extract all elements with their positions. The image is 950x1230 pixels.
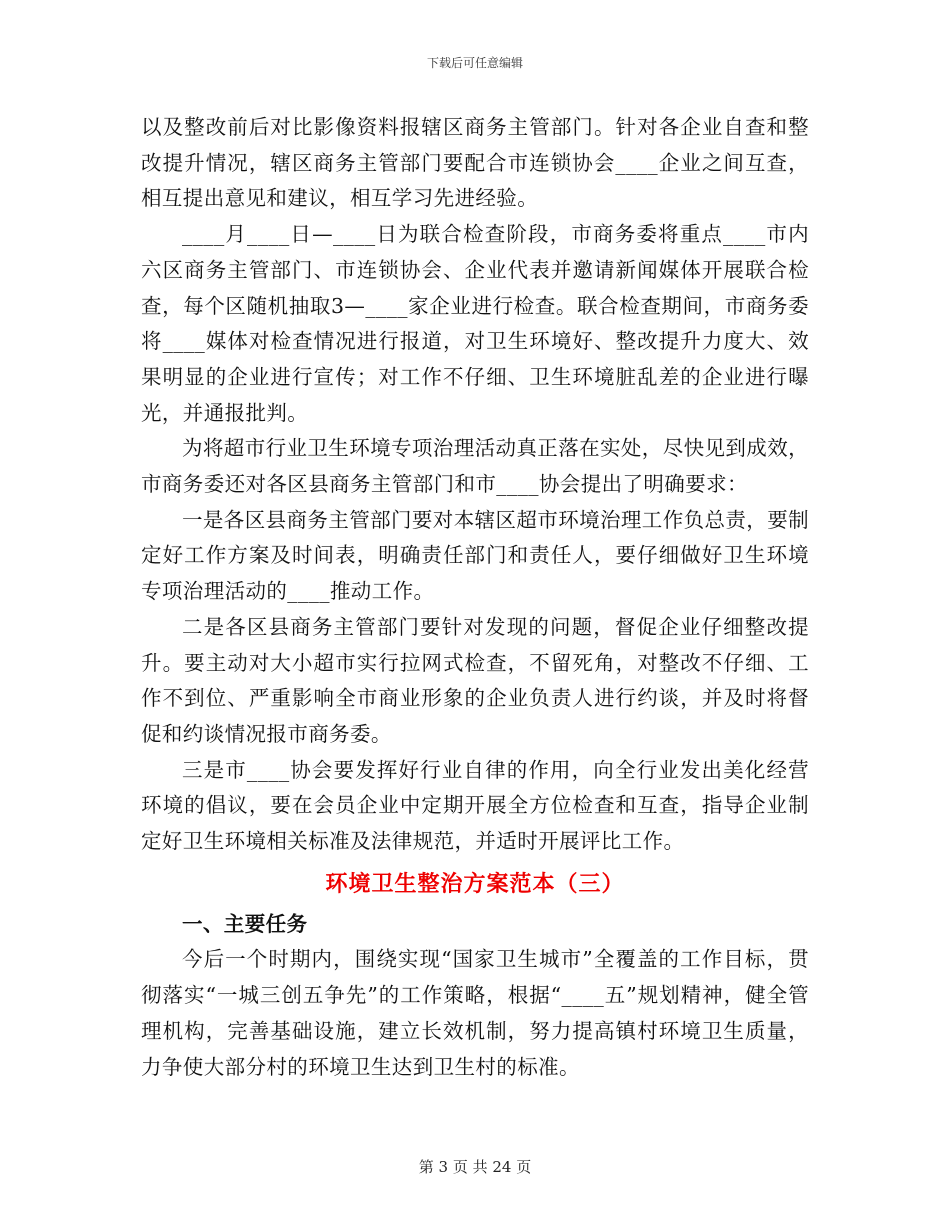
- paragraph-main-tasks: 今后一个时期内，围绕实现“国家卫生城市”全覆盖的工作目标，贯彻落实“一城三创五争先”的工作策略，根据“____五”规划精神，健全管理机构，完善基础设施，建立长效机制，努力提高镇村环境卫生质量，力争使大部分村的环境卫生达到卫生村的标准。: [141, 947, 809, 1079]
- section-heading: 一、主要任务: [182, 911, 308, 936]
- paragraph-requirements-intro: 为将超市行业卫生环境专项治理活动真正落在实处，尽快见到成效，市商务委还对各区县商务主管部门和市____协会提出了明确要求：: [141, 436, 809, 497]
- document-body: [141, 110, 809, 1085]
- paragraph-requirement-three: 三是市____协会要发挥好行业自律的作用，向全行业发出美化经营环境的倡议，要在会员企业中定期开展全方位检查和互查，指导企业制定好卫生环境相关标准及法律规范，并适时开展评比工作。: [141, 757, 809, 854]
- page-footer: 第 3 页 共 24 页: [418, 1158, 532, 1176]
- paragraph-continuation: 以及整改前后对比影像资料报辖区商务主管部门。针对各企业自查和整改提升情况，辖区商务主管部门要配合市连锁协会____企业之间互查，相互提出意见和建议，相互学习先进经验。: [141, 115, 809, 211]
- section-title: 环境卫生整治方案范本（三）: [325, 871, 625, 897]
- paragraph-requirement-one: 一是各区县商务主管部门要对本辖区超市环境治理工作负总责，要制定好工作方案及时间表，明确责任部门和责任人，要仔细做好卫生环境专项治理活动的____推动工作。: [141, 507, 809, 604]
- paragraph-requirement-two: 二是各区县商务主管部门要针对发现的问题，督促企业仔细整改提升。要主动对大小超市实行拉网式检查，不留死角，对整改不仔细、工作不到位、严重影响全市商业形象的企业负责人进行约谈，并及时将督促和约谈情况报市商务委。: [141, 614, 809, 746]
- page-header: 下载后可任意编辑: [426, 56, 523, 70]
- paragraph-joint-inspection: ____月____日—____日为联合检查阶段，市商务委将重点____市内六区商务主管部门、市连锁协会、企业代表并邀请新闻媒体开展联合检查，每个区随机抽取3—____家企业进行检查。联合检查期间，市商务委将____媒体对检查情况进行报道，对卫生环境好、整改提升力度大、效果明显的企业进行宣传；对工作不仔细、卫生环境脏乱差的企业进行曝光，并通报批判。: [141, 222, 809, 425]
